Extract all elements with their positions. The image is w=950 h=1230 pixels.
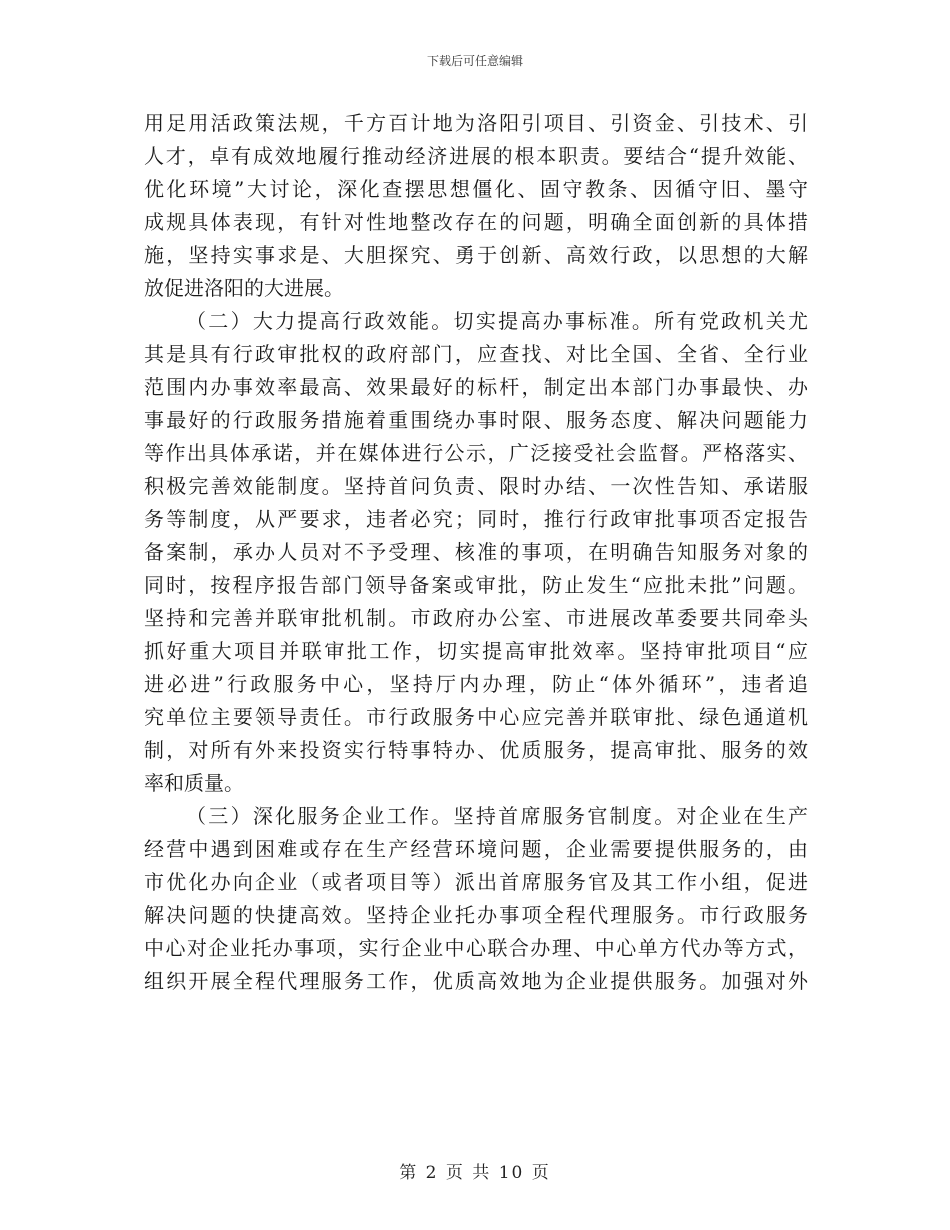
body-line: 积极完善效能制度。坚持首问负责、限时办结、一次性告知、承诺服 bbox=[144, 474, 808, 498]
body-line: 坚持和完善并联审批机制。市政府办公室、市进展改革委要共同牵头 bbox=[144, 606, 808, 630]
body-line: 抓好重大项目并联审批工作，切实提高审批效率。坚持审批项目“应 bbox=[144, 639, 808, 663]
body-line: 备案制，承办人员对不予受理、核准的事项，在明确告知服务对象的 bbox=[144, 540, 808, 564]
body-line: 优化环境”大讨论，深化查摆思想僵化、固守教条、因循守旧、墨守 bbox=[144, 177, 808, 201]
body-line: 事最好的行政服务措施着重围绕办事时限、服务态度、解决问题能力 bbox=[144, 408, 808, 432]
body-line: 市优化办向企业（或者项目等）派出首席服务官及其工作小组，促进 bbox=[144, 870, 808, 894]
page-number-footer: 第 2 页 共 10 页 bbox=[399, 1163, 551, 1183]
body-line: 范围内办事效率最高、效果最好的标杆，制定出本部门办事最快、办 bbox=[144, 375, 808, 399]
paragraph-3-first-line: （三）深化服务企业工作。坚持首席服务官制度。对企业在生产 bbox=[186, 804, 808, 828]
body-line: 等作出具体承诺，并在媒体进行公示，广泛接受社会监督。严格落实、 bbox=[144, 441, 808, 465]
body-line: 率和质量。 bbox=[144, 771, 244, 795]
body-line: 其是具有行政审批权的政府部门，应查找、对比全国、全省、全行业 bbox=[144, 342, 808, 366]
body-line: 解决问题的快捷高效。坚持企业托办事项全程代理服务。市行政服务 bbox=[144, 903, 808, 927]
body-line: 中心对企业托办事项，实行企业中心联合办理、中心单方代办等方式， bbox=[144, 936, 808, 960]
page-header: 下载后可任意编辑 bbox=[426, 54, 523, 68]
body-line: 施，坚持实事求是、大胆探究、勇于创新、高效行政，以思想的大解 bbox=[144, 243, 808, 267]
body-line: 用足用活政策法规，千方百计地为洛阳引项目、引资金、引技术、引 bbox=[144, 111, 808, 135]
paragraph-2-first-line: （二）大力提高行政效能。切实提高办事标准。所有党政机关尤 bbox=[186, 309, 808, 333]
body-line: 制，对所有外来投资实行特事特办、优质服务，提高审批、服务的效 bbox=[144, 738, 808, 762]
body-line: 成规具体表现，有针对性地整改存在的问题，明确全面创新的具体措 bbox=[144, 210, 808, 234]
body-line: 人才，卓有成效地履行推动经济进展的根本职责。要结合“提升效能、 bbox=[144, 144, 808, 168]
body-line: 组织开展全程代理服务工作，优质高效地为企业提供服务。加强对外 bbox=[144, 969, 808, 993]
body-line: 经营中遇到困难或存在生产经营环境问题，企业需要提供服务的，由 bbox=[144, 837, 808, 861]
body-line: 究单位主要领导责任。市行政服务中心应完善并联审批、绿色通道机 bbox=[144, 705, 808, 729]
body-line: 务等制度，从严要求，违者必究；同时，推行行政审批事项否定报告 bbox=[144, 507, 808, 531]
body-line: 同时，按程序报告部门领导备案或审批，防止发生“应批未批”问题。 bbox=[144, 573, 808, 597]
body-line: 放促进洛阳的大进展。 bbox=[144, 276, 344, 300]
document-body bbox=[144, 107, 808, 998]
body-line: 进必进”行政服务中心，坚持厅内办理，防止“体外循环”，违者追 bbox=[144, 672, 808, 696]
